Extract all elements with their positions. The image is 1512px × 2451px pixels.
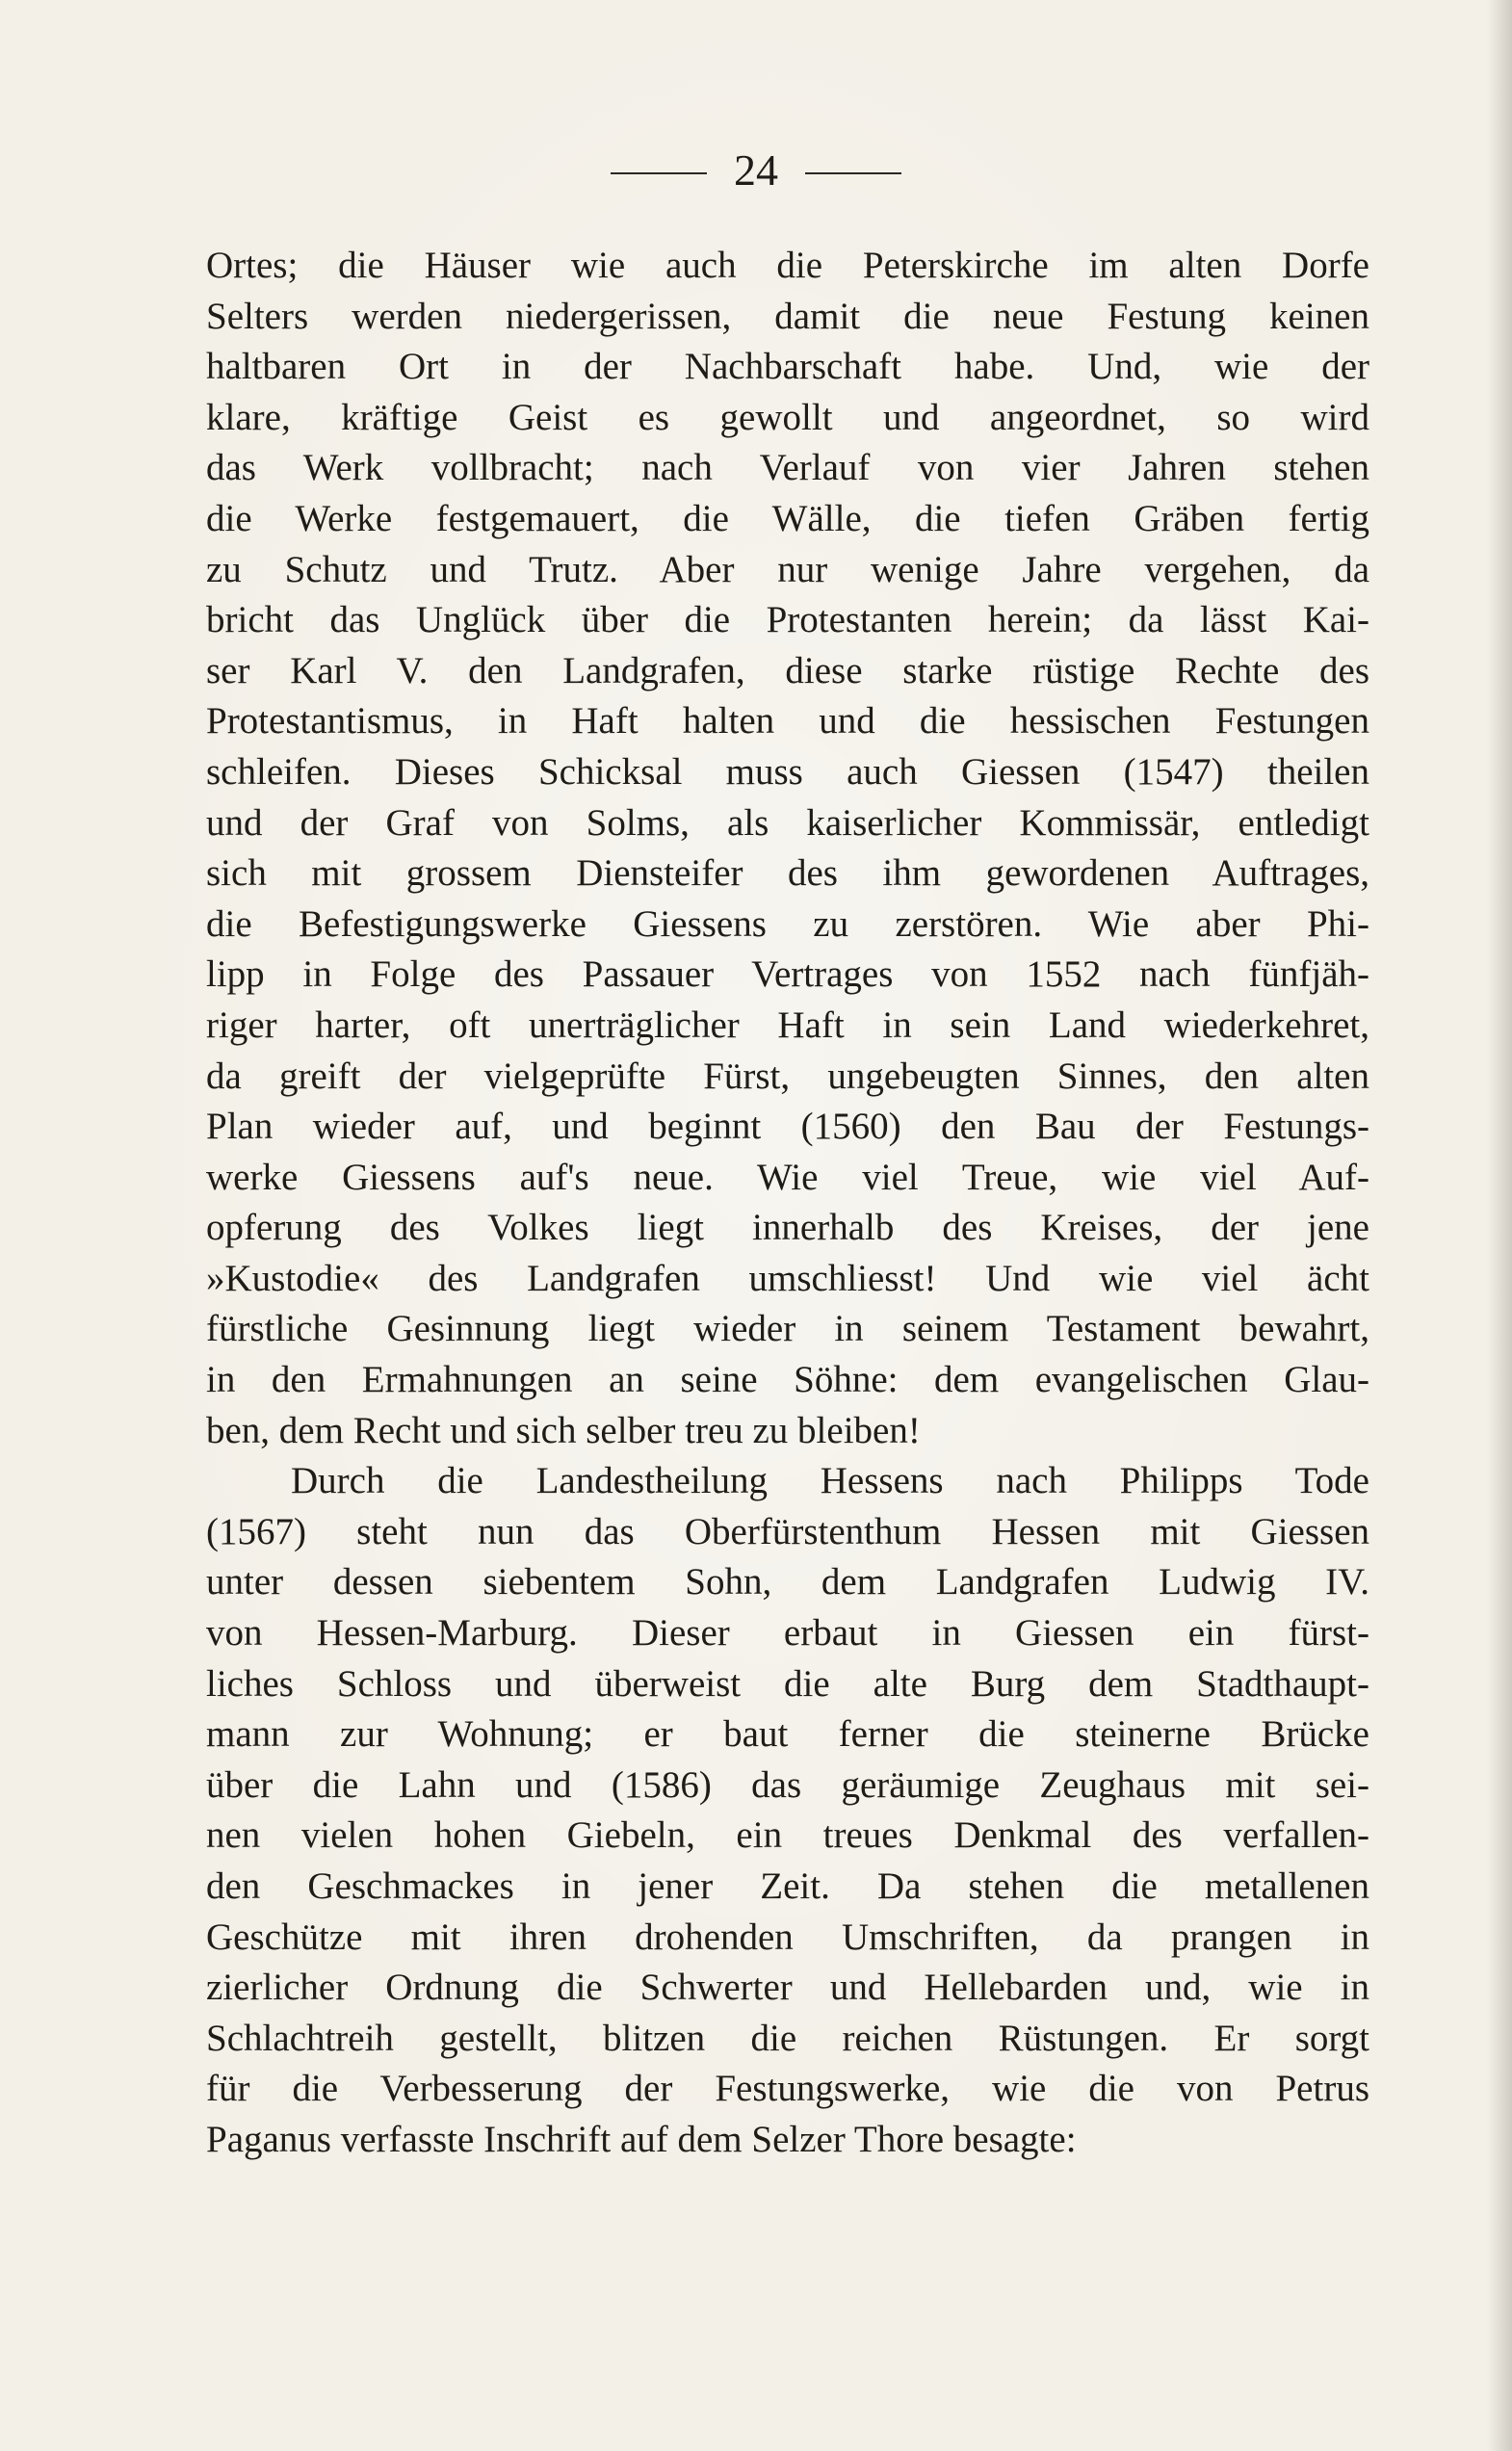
text-line: fürstliche Gesinnung liegt wieder in seinem Testament bewahrt, — [206, 1308, 1369, 1350]
text-line: die Befestigungswerke Giessens zu zerstören. Wie aber Phi- — [206, 902, 1369, 945]
text-line: nen vielen hohen Giebeln, ein treues Denkmal des verfallen- — [206, 1814, 1369, 1857]
text-line: ser Karl V. den Landgrafen, diese starke rüstige Rechte des — [206, 649, 1369, 691]
text-line: den Geschmackes in jener Zeit. Da stehen die metallenen — [206, 1865, 1369, 1907]
text-line: (1567) steht nun das Oberfürstenthum Hessen mit Giessen — [206, 1510, 1369, 1552]
text-line: Ortes; die Häuser wie auch die Peterskirche im alten Dorfe — [206, 245, 1369, 286]
text-line: riger harter, oft unerträglicher Haft in sein Land wiederkehret, — [206, 1004, 1369, 1046]
text-line: ben, dem Recht und sich selber treu zu bleiben! — [206, 1409, 921, 1451]
text-line: opferung des Volkes liegt innerhalb des Kreises, der jene — [206, 1207, 1369, 1249]
text-line: Geschütze mit ihren drohenden Umschriften, da prangen in — [206, 1916, 1369, 1958]
text-line: in den Ermahnungen an seine Söhne: dem evangelischen Glau- — [206, 1359, 1369, 1401]
text-line: das Werk vollbracht; nach Verlauf von vier Jahren stehen — [206, 447, 1369, 489]
text-line: mann zur Wohnung; er baut ferner die steinerne Brücke — [206, 1713, 1369, 1756]
text-line: »Kustodie« des Landgrafen umschliesst! Und wie viel ächt — [206, 1257, 1369, 1299]
header-rule-left — [611, 172, 707, 174]
text-line: Plan wieder auf, und beginnt (1560) den Bau der Festungs- — [206, 1106, 1369, 1148]
page-number: 24 — [734, 145, 778, 195]
header-rule-right — [805, 172, 901, 174]
text-line: Paganus verfasste Inschrift auf dem Selzer Thore besagte: — [206, 2118, 1077, 2160]
text-line: Schlachtreih gestellt, blitzen die reichen Rüstungen. Er sorgt — [206, 2017, 1369, 2059]
text-line: für die Verbesserung der Festungswerke, wie die von Petrus — [206, 2068, 1369, 2110]
text-line: lipp in Folge des Passauer Vertrages von 1552 nach fünfjäh- — [206, 953, 1369, 996]
text-line: sich mit grossem Diensteifer des ihm gewordenen Auftrages, — [206, 852, 1369, 895]
text-line: werke Giessens auf's neue. Wie viel Treue, wie viel Auf- — [206, 1156, 1369, 1198]
text-line: schleifen. Dieses Schicksal muss auch Giessen (1547) theilen — [206, 750, 1369, 793]
body-text — [206, 241, 1369, 2166]
text-line: haltbaren Ort in der Nachbarschaft habe. Und, wie der — [206, 346, 1369, 388]
text-line: liches Schloss und überweist die alte Burg dem Stadthaupt- — [206, 1662, 1369, 1705]
text-line: da greift der vielgeprüfte Fürst, ungebeugten Sinnes, den alten — [206, 1055, 1369, 1097]
text-line: zierlicher Ordnung die Schwerter und Hellebarden und, wie in — [206, 1967, 1369, 2009]
text-line: und der Graf von Solms, als kaiserlicher Kommissär, entledigt — [206, 801, 1369, 844]
text-line: unter dessen siebentem Sohn, dem Landgrafen Ludwig IV. — [206, 1561, 1369, 1604]
text-line: Selters werden niedergerissen, damit die neue Festung keinen — [206, 295, 1369, 337]
text-line: Durch die Landestheilung Hessens nach Philipps Tode — [291, 1460, 1369, 1502]
text-line: über die Lahn und (1586) das geräumige Zeughaus mit sei- — [206, 1763, 1369, 1806]
page-header — [0, 143, 1512, 196]
text-line: Protestantismus, in Haft halten und die hessischen Festungen — [206, 700, 1369, 743]
text-line: von Hessen-Marburg. Dieser erbaut in Giessen ein fürst- — [206, 1612, 1369, 1655]
text-line: klare, kräftige Geist es gewollt und angeordnet, so wird — [206, 396, 1369, 438]
page-edge-shadow — [1487, 0, 1512, 2451]
text-line: bricht das Unglück über die Protestanten herein; da lässt Kai- — [206, 599, 1369, 641]
text-line: die Werke festgemauert, die Wälle, die tiefen Gräben fertig — [206, 497, 1369, 539]
text-line: zu Schutz und Trutz. Aber nur wenige Jahre vergehen, da — [206, 548, 1369, 590]
